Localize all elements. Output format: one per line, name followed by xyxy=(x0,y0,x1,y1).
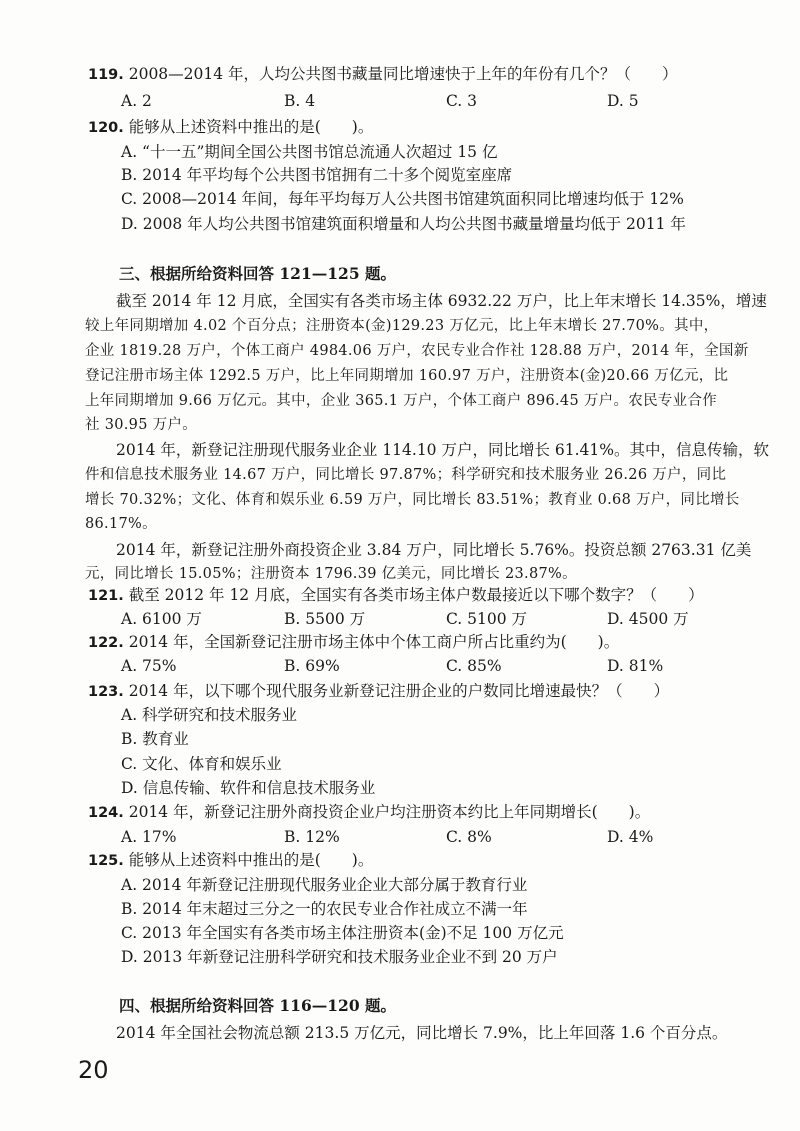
question-text: 2014 年，全国新登记注册市场主体中个体工商户所占比重约为( )。 xyxy=(128,633,620,651)
option-d: D. 81% xyxy=(607,657,664,675)
paragraph-line: 登记注册市场主体 1292.5 万户，比上年同期增加 160.97 万户，注册资本(金)20.66 万亿元，比 xyxy=(85,368,729,384)
option-a: A. 6100 万 xyxy=(121,610,202,628)
option-d: D. 2008 年人均公共图书馆建筑面积增量和人均公共图书藏量增量均低于 2011 年 xyxy=(121,215,686,233)
question-119-options xyxy=(121,91,691,111)
option-d: D. 4% xyxy=(607,828,654,846)
question-text: 2014 年，以下哪个现代服务业新登记注册企业的户数同比增速最快？（ ） xyxy=(128,682,670,700)
question-text: 2014 年，新登记注册外商投资企业户均注册资本约比上年同期增长( )。 xyxy=(128,803,651,821)
option-b: B. 4 xyxy=(284,92,316,110)
option-b: B. 69% xyxy=(284,657,340,675)
paragraph-line: 上年同期增加 9.66 万亿元。其中，企业 365.1 万户，个体工商户 896.45 万户。农民专业合作 xyxy=(85,393,718,409)
option-d: D. 4500 万 xyxy=(607,610,689,628)
paragraph-line: 较上年同期增加 4.02 个百分点；注册资本(金)129.23 万亿元，比上年末增长 27.70%。其中， xyxy=(85,318,719,334)
option-d: D. 5 xyxy=(607,92,639,110)
question-121 xyxy=(88,585,704,606)
option-a: A. 75% xyxy=(121,657,177,675)
option-c: C. 3 xyxy=(446,92,478,110)
option-a: A. 17% xyxy=(121,828,177,846)
option-a: A. 2014 年新登记注册现代服务业企业大部分属于教育行业 xyxy=(121,876,528,894)
option-c: C. 5100 万 xyxy=(446,610,528,628)
page-number: 20 xyxy=(78,1056,109,1084)
option-b: B. 12% xyxy=(284,828,340,846)
question-number: 119. xyxy=(88,67,124,83)
option-c: C. 2008—2014 年间，每年平均每万人公共图书馆建筑面积同比增速均低于 12% xyxy=(121,190,684,208)
question-text: 能够从上述资料中推出的是( )。 xyxy=(128,118,374,136)
option-a: A. “十一五”期间全国公共图书馆总流通人次超过 15 亿 xyxy=(121,143,498,161)
question-122-options xyxy=(121,656,691,676)
question-number: 120. xyxy=(88,120,124,136)
question-number: 121. xyxy=(88,588,124,604)
question-number: 124. xyxy=(88,805,124,821)
option-c: C. 8% xyxy=(446,828,492,846)
option-d: D. 2013 年新登记注册科学研究和技术服务业企业不到 20 万户 xyxy=(121,948,558,966)
paragraph-line: 增长 70.32%；文化、体育和娱乐业 6.59 万户，同比增长 83.51%；教育业 0.68 万户，同比增长 xyxy=(85,492,740,508)
question-number: 123. xyxy=(88,684,124,700)
option-b: B. 2014 年末超过三分之一的农民专业合作社成立不满一年 xyxy=(121,900,528,918)
paragraph-line: 元，同比增长 15.05%；注册资本 1796.39 亿美元，同比增长 23.87%。 xyxy=(85,566,577,582)
option-a: A. 科学研究和技术服务业 xyxy=(121,706,298,724)
question-122 xyxy=(88,632,619,653)
option-c: C. 2013 年全国实有各类市场主体注册资本(金)不足 100 万亿元 xyxy=(121,924,564,942)
paragraph-line: 2014 年，新登记注册外商投资企业 3.84 万户，同比增长 5.76%。投资总额 2763.31 亿美 xyxy=(116,541,752,559)
paragraph-line: 件和信息技术服务业 14.67 万户，同比增长 97.87%；科学研究和技术服务业 26.26 万户，同比 xyxy=(85,467,727,483)
question-119 xyxy=(88,64,678,85)
paragraph-line: 86.17%。 xyxy=(85,516,157,532)
option-b: B. 5500 万 xyxy=(284,610,366,628)
question-124-options xyxy=(121,827,691,847)
paragraph-line: 2014 年，新登记注册现代服务业企业 114.10 万户，同比增长 61.41%。其中，信息传输，软 xyxy=(116,441,769,459)
paragraph-line: 企业 1819.28 万户，个体工商户 4984.06 万户，农民专业合作社 128.88 万户，2014 年，全国新 xyxy=(85,343,749,359)
option-d: D. 信息传输、软件和信息技术服务业 xyxy=(121,779,376,797)
question-text: 截至 2012 年 12 月底，全国实有各类市场主体户数最接近以下哪个数字？（ ） xyxy=(128,586,704,604)
option-b: B. 教育业 xyxy=(121,730,189,748)
paragraph-line: 社 30.95 万户。 xyxy=(85,417,198,433)
paragraph-line: 截至 2014 年 12 月底，全国实有各类市场主体 6932.22 万户，比上年末增长 14.35%，增速 xyxy=(116,292,767,310)
option-b: B. 2014 年平均每个公共图书馆拥有二十多个阅览室座席 xyxy=(121,166,513,184)
question-number: 122. xyxy=(88,635,124,651)
question-text: 能够从上述资料中推出的是( )。 xyxy=(128,851,374,869)
section-heading-4: 四、根据所给资料回答 116—120 题。 xyxy=(119,996,397,1015)
question-text: 2008—2014 年，人均公共图书藏量同比增速快于上年的年份有几个？（ ） xyxy=(128,65,678,83)
question-124 xyxy=(88,802,650,823)
paragraph-line: 2014 年全国社会物流总额 213.5 万亿元，同比增长 7.9%，比上年回落 1.6 个百分点。 xyxy=(116,1024,728,1042)
question-125 xyxy=(88,850,373,871)
option-c: C. 85% xyxy=(446,657,502,675)
option-c: C. 文化、体育和娱乐业 xyxy=(121,755,282,773)
question-120 xyxy=(88,117,373,138)
option-a: A. 2 xyxy=(121,92,152,110)
section-heading-3: 三、根据所给资料回答 121—125 题。 xyxy=(119,264,397,283)
question-123 xyxy=(88,681,669,702)
question-121-options xyxy=(121,609,691,629)
question-number: 125. xyxy=(88,853,124,869)
